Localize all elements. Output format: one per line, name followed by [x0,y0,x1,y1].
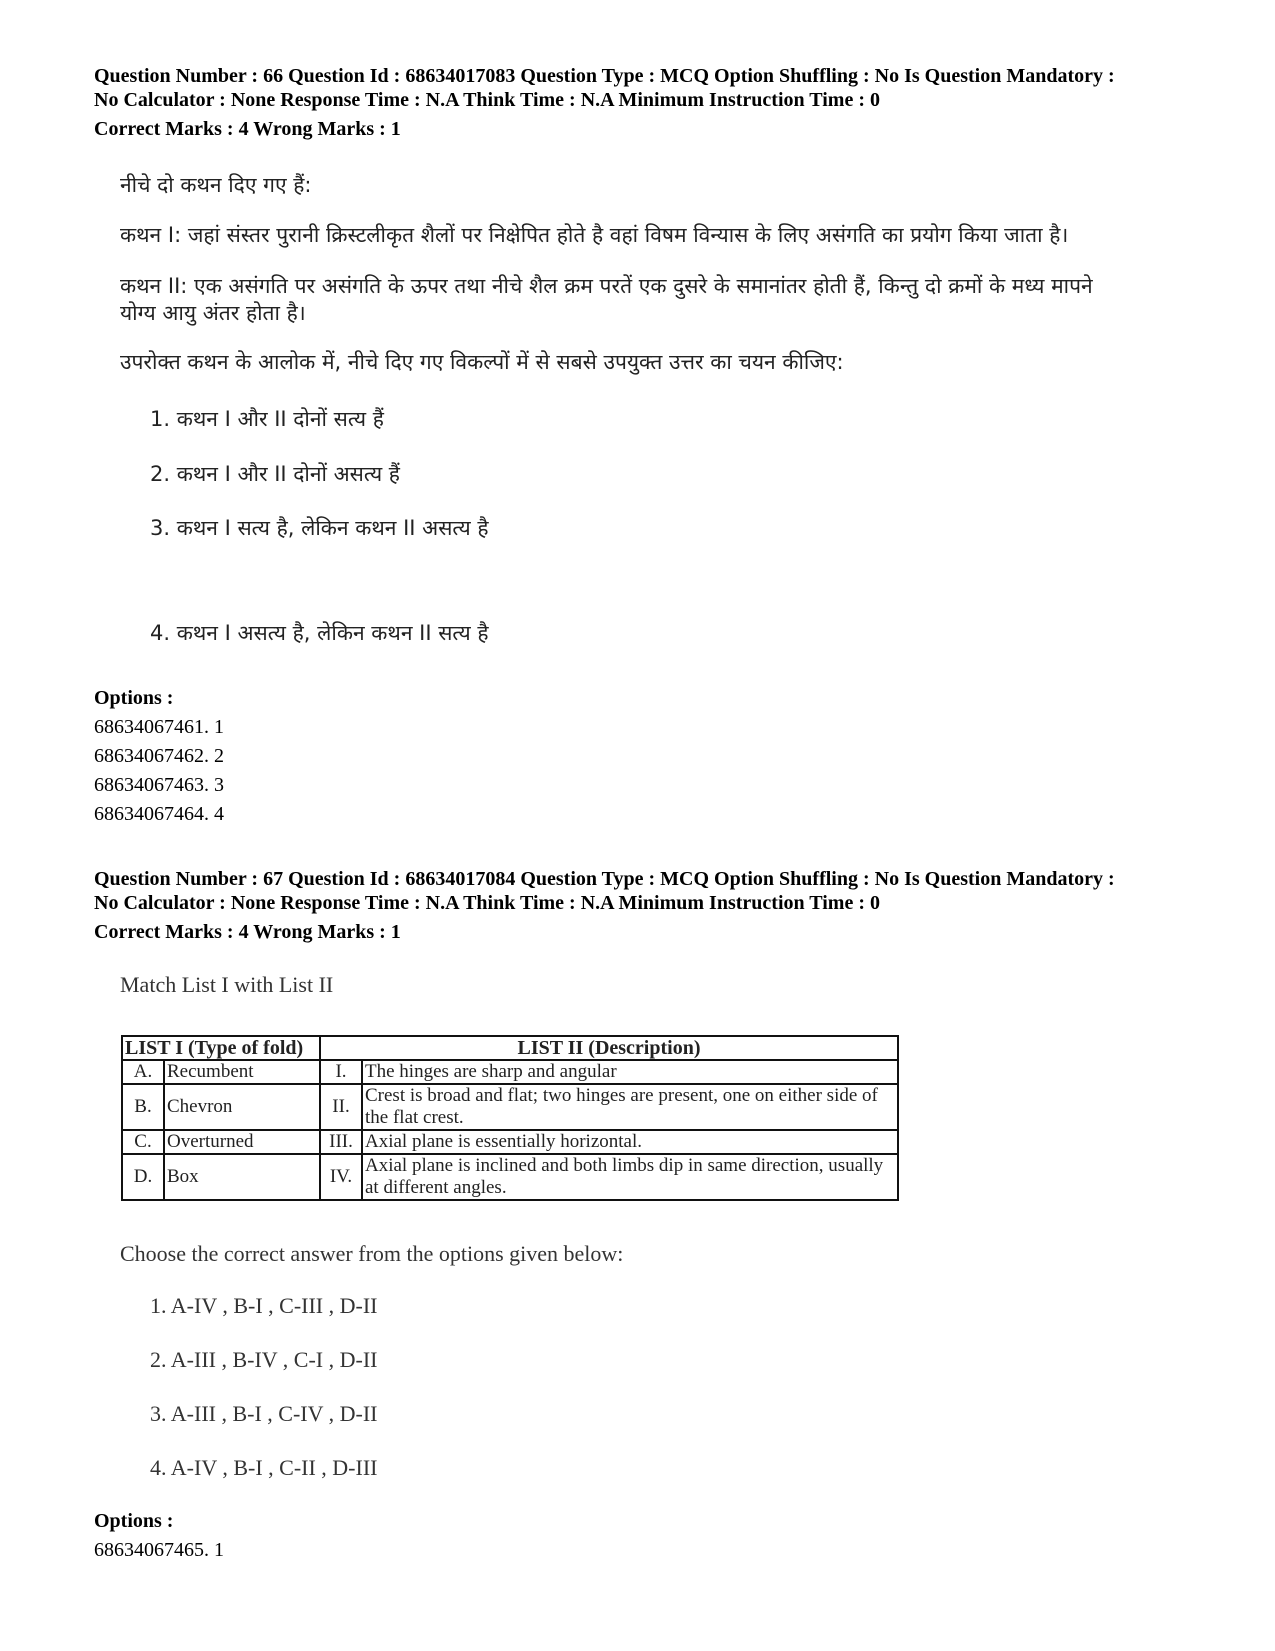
q66-option-1: 68634067461. 1 [94,716,224,738]
q67-option-1: 68634067465. 1 [94,1539,224,1561]
q66-choice-1: 1. कथन I और II दोनों सत्य हैं [150,407,384,431]
q67-options-label: Options : [94,1510,174,1532]
q66-option-3: 68634067463. 3 [94,774,224,796]
q66-header-line1: Question Number : 66 Question Id : 68634017083 Question Type : MCQ Option Shuffling : No Is Question Mandatory : [94,65,1115,87]
q66-options-label: Options : [94,687,174,709]
table-row [122,1154,898,1200]
list1-item: Box [164,1154,320,1200]
q67-header [94,867,1214,915]
list2-numeral: II. [320,1084,362,1130]
list1-letter: C. [122,1130,164,1154]
list2-numeral: III. [320,1130,362,1154]
q66-option-2: 68634067462. 2 [94,745,224,767]
list2-item: Axial plane is essentially horizontal. [362,1130,898,1154]
q66-choice-3: 3. कथन I सत्य है, लेकिन कथन II असत्य है [150,516,489,540]
list2-item: The hinges are sharp and angular [362,1060,898,1084]
list1-item: Chevron [164,1084,320,1130]
list1-item: Overturned [164,1130,320,1154]
q66-choice-2: 2. कथन I और II दोनों असत्य हैं [150,462,400,486]
list1-letter: A. [122,1060,164,1084]
q66-choice-4: 4. कथन I असत्य है, लेकिन कथन II सत्य है [150,621,489,645]
match-table-header [122,1036,898,1060]
q66-statement-2: कथन II: एक असंगति पर असंगति के ऊपर तथा नीचे शैल क्रम परतें एक दुसरे के समानांतर होती हैं, किन्तु दो क्रमों के मध्य मापने योग्य आयु अंतर होता है। [120,274,1093,325]
q66-intro: नीचे दो कथन दिए गए हैं: [120,173,312,197]
q67-choice-3: 3. A-III , B-I , C-IV , D-II [150,1401,378,1426]
q66-prompt: उपरोक्त कथन के आलोक में, नीचे दिए गए विकल्पों में से सबसे उपयुक्त उत्तर का चयन कीजिए: [120,350,844,374]
q66-statement-1: कथन I: जहां संस्तर पुरानी क्रिस्टलीकृत शैलों पर निक्षेपित होते है वहां विषम विन्यास के लिए असंगति का प्रयोग किया जाता है। [120,223,1069,247]
list2-numeral: IV. [320,1154,362,1200]
list2-header: LIST II (Description) [320,1036,898,1060]
table-row [122,1130,898,1154]
q67-choice-4: 4. A-IV , B-I , C-II , D-III [150,1455,378,1480]
q66-marks: Correct Marks : 4 Wrong Marks : 1 [94,118,401,140]
q66-header [94,64,1214,112]
q67-choice-1: 1. A-IV , B-I , C-III , D-II [150,1293,378,1318]
q67-intro: Match List I with List II [120,972,334,997]
list2-item: Axial plane is inclined and both limbs dip in same direction, usually at different angles. [362,1154,898,1200]
list1-item: Recumbent [164,1060,320,1084]
q66-option-4: 68634067464. 4 [94,803,224,825]
q67-header-line2: No Calculator : None Response Time : N.A Think Time : N.A Minimum Instruction Time : 0 [94,892,880,914]
list1-letter: D. [122,1154,164,1200]
q67-header-line1: Question Number : 67 Question Id : 68634017084 Question Type : MCQ Option Shuffling : No Is Question Mandatory : [94,868,1115,890]
table-row [122,1060,898,1084]
list1-letter: B. [122,1084,164,1130]
q67-marks: Correct Marks : 4 Wrong Marks : 1 [94,921,401,943]
q67-prompt: Choose the correct answer from the options given below: [120,1241,624,1266]
q67-choice-2: 2. A-III , B-IV , C-I , D-II [150,1347,378,1372]
table-row [122,1084,898,1130]
list2-item: Crest is broad and flat; two hinges are present, one on either side of the flat crest. [362,1084,898,1130]
match-table [121,1035,899,1201]
list1-header: LIST I (Type of fold) [122,1036,320,1060]
list2-numeral: I. [320,1060,362,1084]
q66-header-line2: No Calculator : None Response Time : N.A Think Time : N.A Minimum Instruction Time : 0 [94,89,880,111]
